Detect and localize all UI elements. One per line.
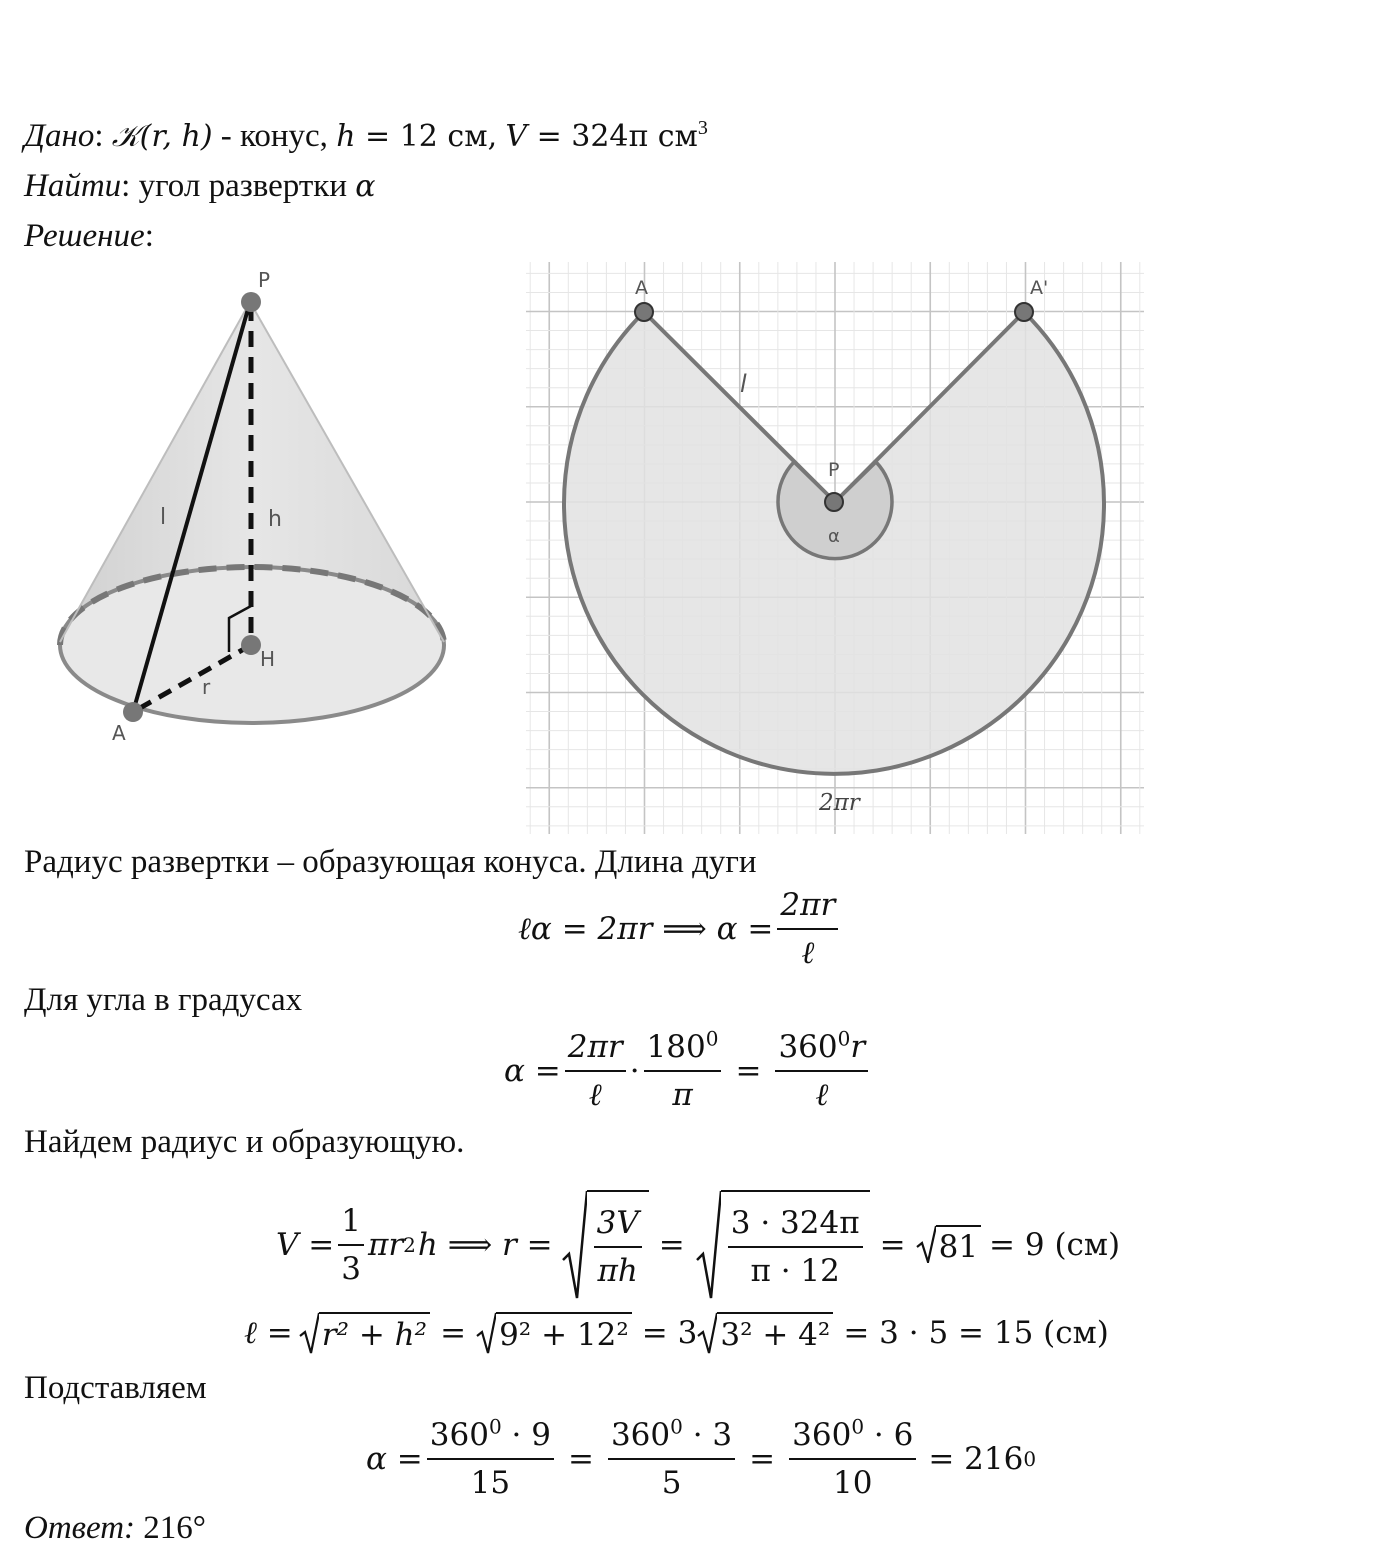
- eq3-s1-num: 3V: [594, 1204, 642, 1248]
- eq2-fraction-3: [775, 1028, 868, 1114]
- equation-5: α = $\frac{360^0 \cdot 9}{15}$ = $\frac{360^0 \cdot 3}{5}$ = $\frac{360^0 \cdot 6}{10}$ = 216 0: [366, 1414, 1037, 1501]
- eq4-eq-a: =: [440, 1315, 467, 1351]
- eq4-tail: = 3 · 5 = 15 (см): [843, 1315, 1109, 1351]
- eq5-f3-den: 10: [833, 1465, 873, 1501]
- eq1-num: 2πr: [777, 886, 838, 930]
- label-alpha: α: [828, 526, 840, 547]
- label-A-prime: A': [1030, 277, 1049, 299]
- eq5-f2-exp: 0: [670, 1414, 683, 1439]
- answer-line: [24, 1508, 206, 1548]
- net-figure: [526, 262, 1144, 834]
- label-r: r: [202, 675, 211, 699]
- solution-colon: :: [144, 218, 154, 254]
- cone-args: (r, h): [139, 119, 213, 154]
- paragraph-2: Для угла в градусах: [24, 982, 303, 1018]
- eq5-eq-2: =: [749, 1441, 776, 1477]
- point-A: [123, 702, 143, 722]
- eq3-mid2: h ⟹ r =: [417, 1227, 553, 1263]
- eq3-tail2: = 9 (см): [989, 1227, 1121, 1263]
- eq1-den: ℓ: [801, 935, 815, 971]
- h-var: h: [336, 119, 356, 154]
- paragraph-3: Найдем радиус и образующую.: [24, 1124, 465, 1160]
- point-H: [241, 635, 261, 655]
- eq5-f3-exp: 0: [851, 1414, 865, 1439]
- h-value: = 12 см,: [355, 119, 498, 154]
- eq4-lhs: ℓ =: [244, 1315, 293, 1351]
- point-P: [241, 292, 261, 312]
- label-arc: 2πr: [819, 790, 860, 816]
- point-A: [635, 303, 653, 321]
- eq5-lhs: α =: [366, 1441, 423, 1477]
- eq2-f2-exp: 0: [705, 1026, 719, 1051]
- cone-figure: [40, 262, 470, 752]
- eq3-f1-den: 3: [341, 1251, 361, 1287]
- eq4-eq-b: = 3: [641, 1315, 698, 1351]
- eq3-81: 81: [936, 1225, 981, 1265]
- eq5-result: = 216: [928, 1441, 1024, 1477]
- eq2-lhs: α =: [504, 1053, 561, 1089]
- answer-value: 216°: [135, 1510, 206, 1546]
- eq5-eq-1: =: [567, 1441, 594, 1477]
- eq5-fraction-3: [789, 1416, 916, 1502]
- label-h: h: [268, 507, 282, 532]
- eq3-sqrt-2: [695, 1190, 870, 1300]
- eq1-fraction: [777, 886, 838, 972]
- eq5-f3-num: 360: [792, 1417, 852, 1453]
- eq5-f1-den: 15: [470, 1465, 511, 1501]
- v-var: V: [505, 119, 528, 154]
- eq5-f1-num: 360: [429, 1417, 489, 1453]
- point-A-prime: [1015, 303, 1033, 321]
- equation-3: V = $\frac{1}{3}$ πr 2 h ⟹ r = $\frac{3V}{\pi h}$ = $\frac{3 \cdot 324\pi}{\pi \cdot 12}$ = 81 = 9 (см): [276, 1190, 1120, 1300]
- given-line: Дано: 𝒦(r, h) - конус, h = 12 см, V = 324π $см^3$: [24, 117, 708, 154]
- label-A: A: [112, 721, 126, 745]
- eq3-lhs: V =: [276, 1227, 335, 1263]
- eq3-tail1: =: [879, 1227, 906, 1263]
- label-A: A: [635, 277, 648, 299]
- eq2-equals: =: [735, 1053, 762, 1089]
- label-l: l: [160, 505, 167, 530]
- find-var: α: [355, 169, 376, 204]
- eq4-sqrt-1: [299, 1312, 430, 1354]
- eq2-f3-num: 360: [778, 1029, 838, 1065]
- eq3-fraction-1: [338, 1202, 364, 1288]
- eq5-fraction-1: [427, 1416, 554, 1502]
- eq2-f1-num: 2πr: [565, 1028, 626, 1072]
- eq2-f3-var: r: [850, 1029, 866, 1065]
- eq2-fraction-1: [565, 1028, 626, 1114]
- eq5-f1-tail: · 9: [501, 1417, 551, 1453]
- eq4-sqrt-2: [476, 1312, 632, 1354]
- paragraph-1: Радиус развертки – образующая конуса. Длина дуги: [24, 844, 757, 880]
- eq3-mid: πr: [367, 1227, 404, 1263]
- equation-2: [504, 1028, 872, 1114]
- eq4-s3: 3² + 4²: [717, 1312, 833, 1354]
- eq4-sqrt-3: [697, 1312, 833, 1354]
- answer-label: Ответ:: [24, 1510, 136, 1546]
- eq2-fraction-2: [644, 1028, 722, 1114]
- eq2-f1-den: ℓ: [588, 1077, 602, 1113]
- eq2-f2-den: π: [672, 1077, 693, 1113]
- find-label: Найти: [24, 168, 122, 204]
- eq5-f1-exp: 0: [488, 1414, 502, 1439]
- cone-text: - конус,: [212, 118, 337, 154]
- eq4-s2: 9² + 12²: [496, 1312, 632, 1354]
- eq2-f2-num: 180: [646, 1029, 706, 1065]
- eq3-sqrt-81: [916, 1225, 981, 1265]
- solution-line: [24, 216, 154, 256]
- eq2-f3-exp: 0: [837, 1026, 851, 1051]
- eq1-lhs: ℓα = 2πr ⟹ α =: [518, 911, 774, 947]
- v-value: = 324π см: [527, 119, 698, 154]
- label-l: l: [740, 370, 747, 398]
- eq3-s2-den: π · 12: [750, 1253, 840, 1289]
- eq4-s1: r² + h²: [319, 1312, 430, 1354]
- v-exponent: 3: [697, 117, 708, 139]
- given-label: Дано: [24, 118, 95, 154]
- eq2-dot: ·: [629, 1053, 640, 1089]
- equation-4: [244, 1312, 1109, 1354]
- eq5-f2-tail: · 3: [682, 1417, 733, 1453]
- eq3-equals: =: [658, 1227, 685, 1263]
- point-P: [825, 493, 843, 511]
- eq5-f2-num: 360: [610, 1417, 671, 1453]
- equation-1: [518, 886, 842, 972]
- label-P: P: [828, 459, 840, 481]
- cone-symbol: 𝒦: [111, 119, 140, 154]
- solution-label: Решение: [24, 218, 145, 254]
- eq2-f3-den: ℓ: [815, 1077, 829, 1113]
- eq3-s2-num: 3 · 324π: [728, 1204, 863, 1248]
- find-text: : угол развертки: [121, 168, 356, 204]
- paragraph-4: Подставляем: [24, 1370, 207, 1406]
- find-line: [24, 166, 376, 207]
- eq3-s1-den: πh: [597, 1253, 638, 1289]
- eq5-f3-tail: · 6: [864, 1417, 914, 1453]
- label-H: H: [260, 647, 276, 671]
- label-P: P: [258, 268, 271, 292]
- eq5-f2-den: 5: [661, 1465, 682, 1501]
- eq3-f1-num: 1: [338, 1202, 364, 1246]
- eq5-fraction-2: [608, 1416, 735, 1502]
- eq3-sqrt-1: [561, 1190, 649, 1300]
